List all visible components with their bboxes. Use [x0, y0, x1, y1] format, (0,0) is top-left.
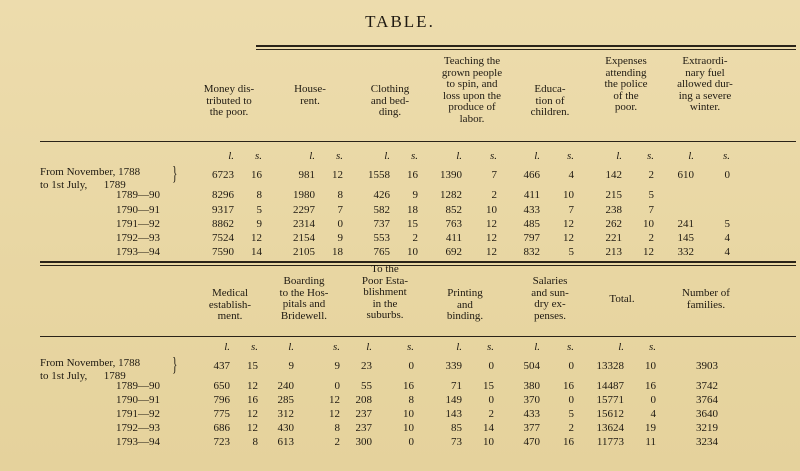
- column-header: Clothing and bed- ding.: [370, 83, 410, 118]
- table-cell: 832: [523, 246, 540, 258]
- unit-label: l.: [228, 150, 234, 162]
- table-cell: 796: [213, 394, 230, 406]
- table-cell: 149: [445, 394, 462, 406]
- unit-label: l.: [616, 150, 622, 162]
- table-cell: 11: [645, 436, 656, 448]
- table-cell: 2314: [293, 218, 315, 230]
- table-cell: 1558: [368, 169, 390, 181]
- table-cell: 0: [650, 394, 656, 406]
- table-cell: 485: [523, 218, 540, 230]
- table-cell: 2: [334, 436, 340, 448]
- column-header: Boarding to the Hos- pitals and Bridewell.: [279, 275, 329, 322]
- table-cell: 16: [251, 169, 262, 181]
- table-cell: 10: [645, 360, 656, 372]
- table-cell: 3903: [696, 360, 718, 372]
- unit-label: s.: [489, 150, 497, 162]
- table-cell: 775: [213, 408, 230, 420]
- table-cell: 300: [355, 436, 372, 448]
- table-cell: 12: [563, 218, 574, 230]
- rule-under-headers-bottom: [40, 336, 796, 337]
- column-header: Extraordi- nary fuel allowed dur- ing a severe winter.: [677, 55, 733, 113]
- table-cell: 613: [277, 436, 294, 448]
- unit-label: s.: [410, 150, 418, 162]
- rule-under-headers: [40, 141, 796, 142]
- unit-label: s.: [250, 341, 258, 353]
- unit-label: l.: [456, 341, 462, 353]
- brace-icon: }: [172, 163, 178, 185]
- unit-label: s.: [566, 341, 574, 353]
- unit-label: s.: [722, 150, 730, 162]
- table-cell: 14487: [596, 380, 624, 392]
- table-cell: 312: [277, 408, 294, 420]
- table-cell: 763: [445, 218, 462, 230]
- table-cell: 237: [355, 408, 372, 420]
- table-cell: 19: [645, 422, 656, 434]
- table-cell: 7590: [212, 246, 234, 258]
- table-cell: 2: [648, 232, 654, 244]
- table-cell: 1390: [440, 169, 462, 181]
- table-cell: 466: [523, 169, 540, 181]
- table-cell: 10: [483, 436, 494, 448]
- unit-label: l.: [366, 341, 372, 353]
- table-cell: 332: [677, 246, 694, 258]
- table-cell: 686: [213, 422, 230, 434]
- table-cell: 10: [486, 204, 497, 216]
- table-cell: 10: [643, 218, 654, 230]
- table-cell: 0: [488, 360, 494, 372]
- table-cell: 2297: [293, 204, 315, 216]
- table-cell: 262: [605, 218, 622, 230]
- table-cell: 16: [563, 436, 574, 448]
- table-cell: 370: [523, 394, 540, 406]
- unit-label: l.: [618, 341, 624, 353]
- table-cell: 73: [451, 436, 462, 448]
- table-cell: 285: [277, 394, 294, 406]
- table-cell: 8862: [212, 218, 234, 230]
- table-cell: 7: [337, 204, 343, 216]
- table-cell: 71: [451, 380, 462, 392]
- table-cell: 221: [605, 232, 622, 244]
- row-label: 1792—93: [116, 422, 160, 434]
- table-cell: 12: [643, 246, 654, 258]
- table-cell: 7: [648, 204, 654, 216]
- column-header: Medical establish- ment.: [208, 287, 252, 322]
- table-cell: 16: [563, 380, 574, 392]
- table-cell: 0: [488, 394, 494, 406]
- table-cell: 9: [288, 360, 294, 372]
- table-cell: 14: [251, 246, 262, 258]
- table-cell: 241: [677, 218, 694, 230]
- table-cell: 11773: [596, 436, 624, 448]
- table-cell: 15: [483, 380, 494, 392]
- table-cell: 12: [251, 232, 262, 244]
- table-cell: 16: [645, 380, 656, 392]
- table-cell: 3764: [696, 394, 718, 406]
- table-cell: 16: [247, 394, 258, 406]
- table-cell: 8296: [212, 189, 234, 201]
- table-cell: 4: [650, 408, 656, 420]
- table-cell: 12: [247, 408, 258, 420]
- table-cell: 10: [407, 246, 418, 258]
- table-cell: 55: [361, 380, 372, 392]
- unit-label: l.: [534, 150, 540, 162]
- table-cell: 142: [605, 169, 622, 181]
- row-label: 1790—91: [116, 394, 160, 406]
- table-cell: 12: [329, 394, 340, 406]
- table-cell: 4: [568, 169, 574, 181]
- table-cell: 582: [373, 204, 390, 216]
- table-cell: 692: [445, 246, 462, 258]
- table-cell: 2: [491, 189, 497, 201]
- table-cell: 8: [408, 394, 414, 406]
- table-cell: 18: [332, 246, 343, 258]
- table-cell: 7524: [212, 232, 234, 244]
- table-cell: 12: [486, 232, 497, 244]
- table-cell: 12: [486, 246, 497, 258]
- table-cell: 12: [332, 169, 343, 181]
- table-cell: 765: [373, 246, 390, 258]
- row-label: 1789—90: [116, 380, 160, 392]
- table-cell: 18: [407, 204, 418, 216]
- brace-icon: }: [172, 354, 178, 376]
- unit-label: l.: [288, 341, 294, 353]
- unit-label: l.: [456, 150, 462, 162]
- table-cell: 10: [403, 408, 414, 420]
- unit-label: s.: [406, 341, 414, 353]
- table-cell: 5: [568, 246, 574, 258]
- column-header: To the Poor Esta- blishment in the suburbs.: [361, 263, 409, 321]
- rule-section-divider: [40, 261, 796, 263]
- table-cell: 3219: [696, 422, 718, 434]
- table-cell: 2: [648, 169, 654, 181]
- table-cell: 7: [568, 204, 574, 216]
- table-cell: 15: [407, 218, 418, 230]
- table-cell: 5: [568, 408, 574, 420]
- table-cell: 610: [677, 169, 694, 181]
- table-cell: 7: [491, 169, 497, 181]
- table-cell: 4: [724, 246, 730, 258]
- table-cell: 3234: [696, 436, 718, 448]
- unit-label: s.: [648, 341, 656, 353]
- unit-label: s.: [566, 150, 574, 162]
- table-cell: 208: [355, 394, 372, 406]
- unit-label: s.: [335, 150, 343, 162]
- table-cell: 10: [403, 422, 414, 434]
- table-cell: 145: [677, 232, 694, 244]
- table-cell: 5: [648, 189, 654, 201]
- table-cell: 380: [523, 380, 540, 392]
- table-cell: 9: [412, 189, 418, 201]
- table-cell: 411: [523, 189, 540, 201]
- column-header: House- rent.: [294, 83, 326, 107]
- column-header: Number of families.: [682, 287, 730, 311]
- table-cell: 411: [445, 232, 462, 244]
- table-cell: 9: [256, 218, 262, 230]
- table-cell: 9317: [212, 204, 234, 216]
- table-cell: 215: [605, 189, 622, 201]
- row-label: 1791—92: [116, 408, 160, 420]
- table-cell: 13328: [596, 360, 624, 372]
- table-cell: 85: [451, 422, 462, 434]
- table-cell: 2: [568, 422, 574, 434]
- unit-label: l.: [224, 341, 230, 353]
- unit-label: s.: [646, 150, 654, 162]
- table-cell: 9: [337, 232, 343, 244]
- table-cell: 12: [247, 380, 258, 392]
- table-cell: 5: [256, 204, 262, 216]
- table-cell: 650: [213, 380, 230, 392]
- unit-label: l.: [309, 150, 315, 162]
- column-header: Salaries and sun- dry ex- penses.: [531, 275, 569, 322]
- table-cell: 723: [213, 436, 230, 448]
- table-cell: 430: [277, 422, 294, 434]
- table-cell: 15771: [596, 394, 624, 406]
- table-cell: 8: [337, 189, 343, 201]
- table-cell: 1282: [440, 189, 462, 201]
- table-cell: 8: [256, 189, 262, 201]
- table-cell: 213: [605, 246, 622, 258]
- row-label: From November, 1788 to 1st July, 1789: [40, 357, 141, 382]
- table-cell: 0: [408, 436, 414, 448]
- rule-top: [256, 45, 796, 47]
- table-cell: 426: [373, 189, 390, 201]
- row-label: 1791—92: [116, 218, 160, 230]
- table-cell: 339: [445, 360, 462, 372]
- table-cell: 0: [334, 380, 340, 392]
- table-cell: 8: [252, 436, 258, 448]
- table-cell: 737: [373, 218, 390, 230]
- row-label: From November, 1788 to 1st July, 1789: [40, 166, 141, 191]
- row-label: 1793—94: [116, 246, 160, 258]
- table-cell: 852: [445, 204, 462, 216]
- table-cell: 0: [337, 218, 343, 230]
- rule-top-thin: [256, 49, 796, 50]
- row-label: 1793—94: [116, 436, 160, 448]
- table-cell: 12: [329, 408, 340, 420]
- table-cell: 240: [277, 380, 294, 392]
- unit-label: l.: [534, 341, 540, 353]
- table-cell: 0: [568, 360, 574, 372]
- table-cell: 433: [523, 204, 540, 216]
- table-cell: 2105: [293, 246, 315, 258]
- table-cell: 12: [486, 218, 497, 230]
- table-cell: 504: [523, 360, 540, 372]
- table-cell: 9: [334, 360, 340, 372]
- table-cell: 23: [361, 360, 372, 372]
- unit-label: l.: [688, 150, 694, 162]
- table-cell: 4: [724, 232, 730, 244]
- table-cell: 143: [445, 408, 462, 420]
- table-cell: 3742: [696, 380, 718, 392]
- unit-label: l.: [384, 150, 390, 162]
- table-cell: 797: [523, 232, 540, 244]
- table-cell: 981: [298, 169, 315, 181]
- table-cell: 16: [407, 169, 418, 181]
- column-header: Printing and binding.: [446, 287, 484, 322]
- table-cell: 433: [523, 408, 540, 420]
- column-header: Total.: [609, 293, 635, 305]
- table-cell: 238: [605, 204, 622, 216]
- table-cell: 8: [334, 422, 340, 434]
- table-cell: 470: [523, 436, 540, 448]
- table-cell: 12: [247, 422, 258, 434]
- row-label: 1792—93: [116, 232, 160, 244]
- unit-label: s.: [486, 341, 494, 353]
- column-header: Expenses attending the police of the poor.: [604, 55, 648, 113]
- row-label: 1789—90: [116, 189, 160, 201]
- table-cell: 6723: [212, 169, 234, 181]
- table-cell: 3640: [696, 408, 718, 420]
- table-cell: 13624: [596, 422, 624, 434]
- page-title: TABLE.: [365, 12, 435, 31]
- column-header: Teaching the grown people to spin, and loss upon the produce of labor.: [441, 55, 503, 125]
- column-header: Money dis- tributed to the poor.: [203, 83, 255, 118]
- unit-label: s.: [332, 341, 340, 353]
- table-cell: 437: [213, 360, 230, 372]
- table-cell: 2: [488, 408, 494, 420]
- table-cell: 0: [408, 360, 414, 372]
- table-cell: 0: [724, 169, 730, 181]
- column-header: Educa- tion of children.: [530, 83, 570, 118]
- table-cell: 377: [523, 422, 540, 434]
- table-cell: 10: [563, 189, 574, 201]
- unit-label: s.: [254, 150, 262, 162]
- table-cell: 1980: [293, 189, 315, 201]
- table-cell: 2: [412, 232, 418, 244]
- table-cell: 237: [355, 422, 372, 434]
- table-cell: 15: [247, 360, 258, 372]
- row-label: 1790—91: [116, 204, 160, 216]
- table-cell: 5: [724, 218, 730, 230]
- table-cell: 16: [403, 380, 414, 392]
- table-cell: 12: [563, 232, 574, 244]
- table-cell: 553: [373, 232, 390, 244]
- table-cell: 2154: [293, 232, 315, 244]
- table-cell: 0: [568, 394, 574, 406]
- table-cell: 14: [483, 422, 494, 434]
- table-cell: 15612: [596, 408, 624, 420]
